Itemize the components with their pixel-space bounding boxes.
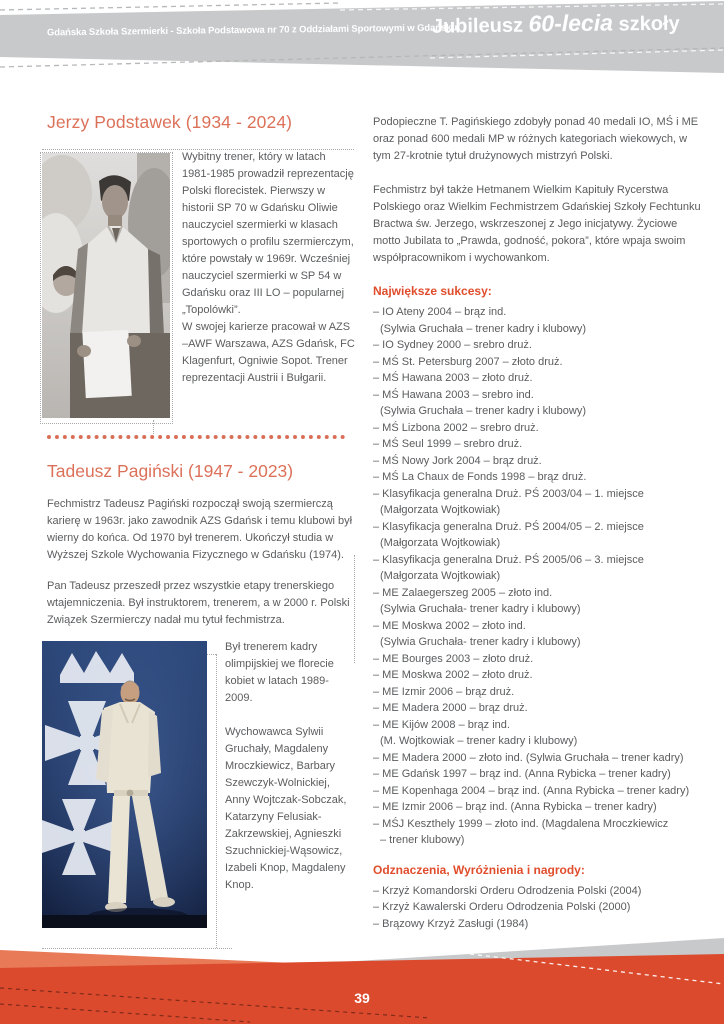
- successes-list: [373, 304, 707, 849]
- success-item-subtext: (Sylwia Gruchała – trener kadry i klubowy): [380, 322, 587, 335]
- success-item-subtext: (Sylwia Gruchała- trener kadry i klubowy): [380, 636, 581, 648]
- success-item: [373, 453, 707, 470]
- dotted-separator: [47, 435, 345, 439]
- right-column: [373, 114, 707, 932]
- heading-tadeusz-paginski: Tadeusz Pagiński (1947 - 2023): [47, 461, 294, 481]
- success-item: [373, 667, 707, 684]
- section-tadeusz-photo: [47, 639, 355, 933]
- success-item: [373, 816, 707, 849]
- section-jerzy: [47, 149, 355, 423]
- bio-jerzy-text: [182, 149, 355, 387]
- caption-tadeusz-2: Wychowawca Sylwii Gruchały, Magdaleny Mroczkiewicz, Barbary Szewczyk-Wolnickiej, Anny Wojtczak-Sobczak, Katarzyny Felusiak-Zakrzewskiej, Agnieszki Szuchnickiej-Wąsowicz, Izabeli Knop, Magdaleny Knop.: [225, 726, 347, 891]
- award-item-text: – Krzyż Komandorski Orderu Odrodzenia Polski (2004): [373, 884, 642, 897]
- success-item: [373, 766, 707, 783]
- success-item-text: – ME Izmir 2006 – brąz ind. (Anna Rybicka – trener kadry): [373, 801, 657, 813]
- photo-tadeusz-paginski: [42, 641, 207, 933]
- success-item-text: – MŚ Hawana 2003 – złoto druż.: [373, 372, 533, 384]
- success-item-subtext: – trener klubowy): [380, 834, 465, 846]
- tadeusz-paragraph-2: Pan Tadeusz przeszedł przez wszystkie etapy trenerskiego wtajemniczenia. Był instruktorem, trenerem, a w 2000 r. Polski Związek Szermierczy nadał mu tytuł fechmistrza.: [47, 580, 350, 626]
- success-item-text: – Klasyfikacja generalna Druż. PŚ 2004/05 – 2. miejsce: [373, 520, 644, 533]
- success-item: [373, 387, 707, 420]
- success-item: [373, 420, 707, 437]
- heading-successes: Największe sukcesy:: [373, 284, 492, 298]
- success-item: [373, 552, 707, 585]
- success-item: [373, 618, 707, 651]
- awards-list: [373, 883, 707, 933]
- success-item: [373, 651, 707, 668]
- success-item-text: – IO Sydney 2000 – srebro druż.: [373, 339, 532, 351]
- success-item-text: – Klasyfikacja generalna Druż. PŚ 2003/04 – 1. miejsce: [373, 487, 644, 500]
- caption-tadeusz-1: Był trenerem kadry olimpijskiej we florecie kobiet w latach 1989-2009.: [225, 641, 334, 704]
- success-item-text: – MŚ Nowy Jork 2004 – brąz druż.: [373, 454, 542, 467]
- award-item: [373, 899, 707, 916]
- success-item: [373, 486, 707, 519]
- success-item-text: – ME Moskwa 2002 – złoto ind.: [373, 619, 526, 632]
- caption-tadeusz: [225, 639, 353, 911]
- right-paragraph-1: Podopieczne T. Pagińskiego zdobyły ponad 40 medali IO, MŚ i ME oraz ponad 600 medali MP w różnych kategoriach wiekowych, w tym 27-krotnie tytuł drużynowych mistrzyń Polski.: [373, 116, 699, 162]
- success-item-text: – MŚJ Keszthely 1999 – złoto ind. (Magdalena Mroczkiewicz: [373, 817, 669, 830]
- photo-jerzy-illustration: [42, 153, 170, 418]
- heading-jerzy-podstawek: Jerzy Podstawek (1934 - 2024): [47, 112, 293, 132]
- jubilee-prefix: Jubileusz: [431, 14, 529, 38]
- success-item: [373, 337, 707, 354]
- success-item-text: – MŚ Hawana 2003 – srebro ind.: [373, 388, 534, 401]
- footer-wave: [0, 930, 724, 1024]
- success-item-text: – MŚ Seul 1999 – srebro druż.: [373, 438, 523, 450]
- success-item-text: – ME Zalaegerszeg 2005 – złoto ind.: [373, 586, 553, 599]
- success-item: [373, 684, 707, 701]
- success-item-text: – ME Bourges 2003 – złoto druż.: [373, 652, 534, 665]
- success-item-subtext: (Małgorzata Wojtkowiak): [380, 504, 501, 516]
- success-item-text: – ME Madera 2000 – złoto ind. (Sylwia Gruchała – trener kadry): [373, 751, 684, 764]
- success-item: [373, 750, 707, 767]
- header-school-name: Gdańska Szkoła Szermierki - Szkoła Podstawowa nr 70 z Oddziałami Sportowymi w Gdańsku: [46, 22, 458, 39]
- right-paragraph-2: Fechmistrz był także Hetmanem Wielkim Kapituły Rycerstwa Polskiego oraz Wielkim Fechmistrzem Gdańskiej Szkoły Fechtunku Bractwa św. Jerzego, wskrzeszonej z Jego inicjatywy. Życiowe motto Jubilata to „Prawda, godność, pokora”, które wpaja swoim współpracownikom i wychowankom.: [373, 184, 701, 264]
- success-item-text: – MŚ St. Petersburg 2007 – złoto druż.: [373, 355, 563, 368]
- success-item-text: – ME Gdańsk 1997 – brąz ind. (Anna Rybicka – trener kadry): [373, 768, 671, 780]
- award-item-text: – Brązowy Krzyż Zasługi (1984): [373, 917, 529, 930]
- bio-jerzy-paragraph-1: Wybitny trener, który w latach 1981-1985 prowadził reprezentację Polski florecistek. Pierwszy w historii SP 70 w Gdańsku Oliwie nauczyciel szermierki w klasach sportowych o profilu szermierczym, które powstały w 1969r. Wcześniej nauczyciel szermierki w SP 54 w Gdańsku oraz III LO – popularnej „Topolówki”.: [182, 151, 354, 316]
- success-item-subtext: (Małgorzata Wojtkowiak): [380, 570, 501, 582]
- success-item-text: – MŚ La Chaux de Fonds 1998 – brąz druż.: [373, 471, 587, 483]
- award-item: [373, 883, 707, 900]
- success-item-subtext: (Sylwia Gruchała- trener kadry i klubowy): [380, 603, 581, 615]
- tadeusz-paragraph-1: Fechmistrz Tadeusz Pagiński rozpoczął swoją szermierczą karierę w 1963r. jako zawodnik AZS Gdańsk i temu klubowi był wierny do końca. Od 1970 był trenerem. Ukończył studia w Wyższej Szkole Wychowania Fizycznego w Gdańsku (1974).: [47, 498, 353, 561]
- bio-jerzy-paragraph-2: W swojej karierze pracował w AZS –AWF Warszawa, AZS Gdańsk, FC Klagenfurt, Ogniwie Sopot. Trener reprezentacji Austrii i Bułgarii.: [182, 321, 355, 384]
- page-number: 39: [354, 990, 370, 1006]
- success-item-text: – Klasyfikacja generalna Druż. PŚ 2005/06 – 3. miejsce: [373, 553, 644, 566]
- success-item-subtext: (M. Wojtkowiak – trener kadry i klubowy): [380, 735, 578, 747]
- left-column: [47, 112, 355, 933]
- success-item: [373, 783, 707, 800]
- header-jubilee-title: [432, 9, 680, 39]
- photo-jerzy-podstawek: [42, 153, 170, 423]
- success-item: [373, 354, 707, 371]
- success-item-text: – ME Madera 2000 – brąz druż.: [373, 702, 528, 714]
- success-item-text: – MŚ Lizbona 2002 – srebro druż.: [373, 421, 539, 434]
- photo-tadeusz-illustration: [42, 641, 207, 928]
- jubilee-number: 60-lecia: [528, 9, 614, 37]
- award-item-text: – Krzyż Kawalerski Orderu Odrodzenia Polski (2000): [373, 901, 631, 913]
- success-item-text: – ME Kijów 2008 – brąz ind.: [373, 718, 510, 731]
- success-item: [373, 717, 707, 750]
- success-item: [373, 519, 707, 552]
- success-item: [373, 585, 707, 618]
- success-item: [373, 304, 707, 337]
- jubilee-suffix: szkoły: [612, 12, 680, 36]
- success-item: [373, 700, 707, 717]
- success-item-text: – ME Moskwa 2002 – złoto druż.: [373, 669, 533, 681]
- success-item-text: – ME Izmir 2006 – brąz druż.: [373, 685, 515, 698]
- success-item: [373, 436, 707, 453]
- heading-awards: Odznaczenia, Wyróżnienia i nagrody:: [373, 862, 585, 877]
- success-item-text: – IO Ateny 2004 – brąz ind.: [373, 306, 507, 318]
- success-item-subtext: (Sylwia Gruchała – trener kadry i klubowy): [380, 405, 587, 417]
- success-item-subtext: (Małgorzata Wojtkowiak): [380, 537, 501, 549]
- success-item-text: – ME Kopenhaga 2004 – brąz ind. (Anna Rybicka – trener kadry): [373, 784, 690, 797]
- success-item: [373, 469, 707, 486]
- success-item: [373, 799, 707, 816]
- success-item: [373, 370, 707, 387]
